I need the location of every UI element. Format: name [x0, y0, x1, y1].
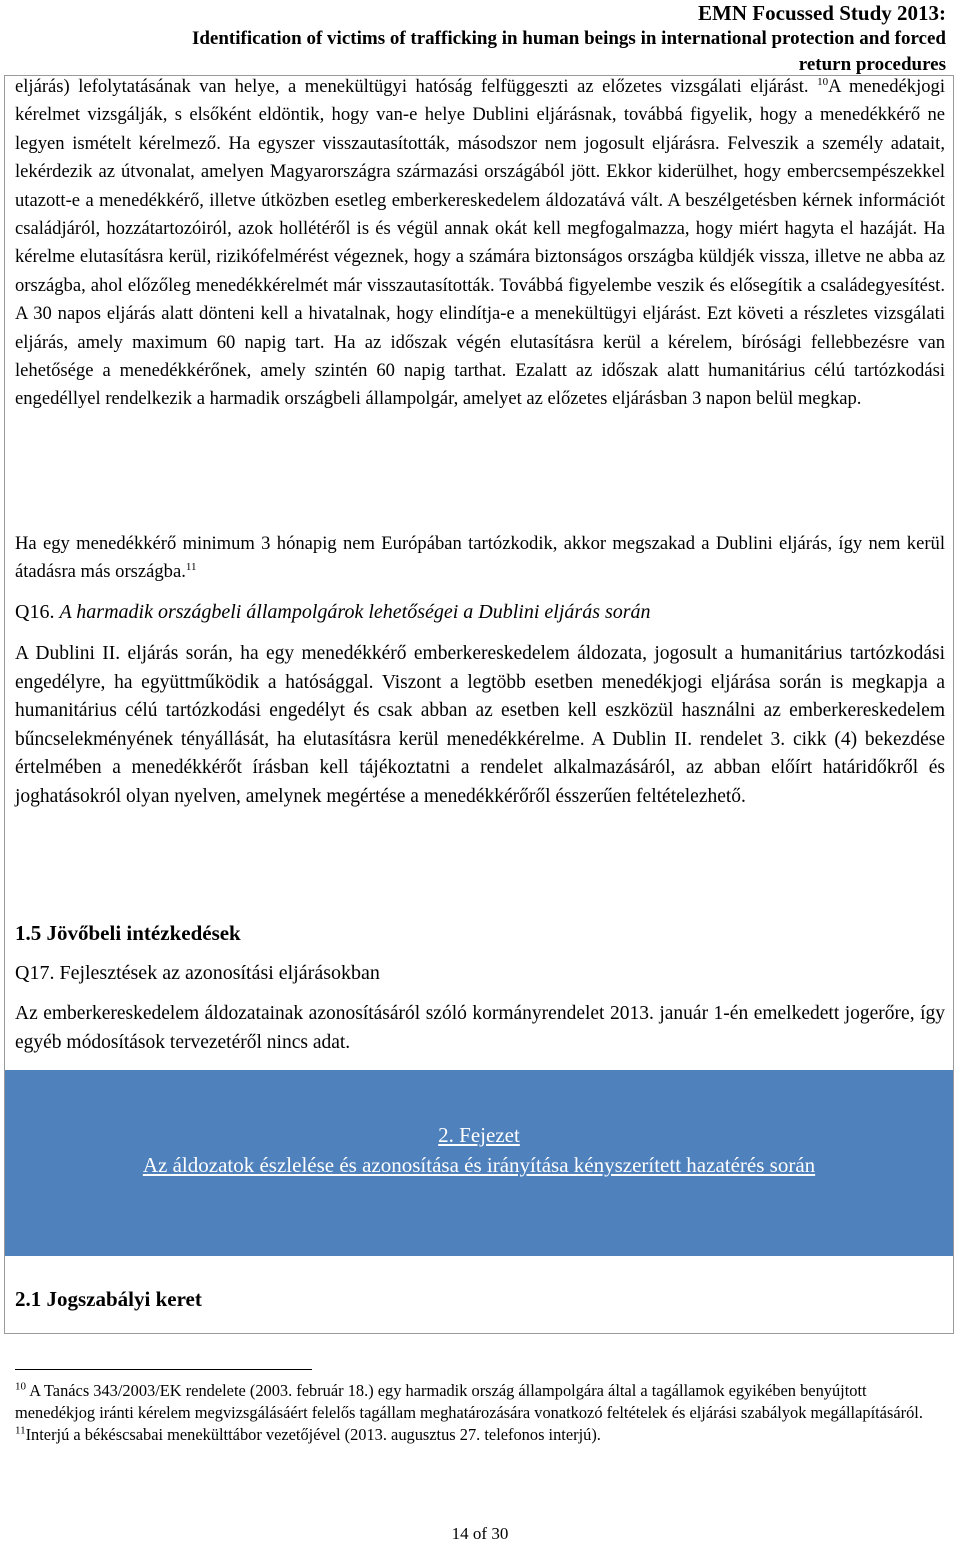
- section-heading-2-1: 2.1 Jogszabályi keret: [15, 1287, 202, 1311]
- chapter-banner: [5, 1070, 953, 1256]
- footnote-number: 11: [15, 1424, 26, 1437]
- question-label: Q16.: [15, 601, 60, 623]
- paragraph-government-decree: Az emberkereskedelem áldozatainak azonosításáról szóló kormányrendelet 2013. január 1-én emelkedett jogerőre, így egyéb módosítások tervezetéről nincs adat.: [15, 1003, 945, 1053]
- page-number: 14 of 30: [451, 1524, 509, 1543]
- footnote-ref-10[interactable]: 10: [817, 75, 829, 88]
- footnotes: [15, 1380, 945, 1446]
- question-heading-q16: [15, 597, 651, 627]
- question-title: A harmadik országbeli állampolgárok lehetőségei a Dublini eljárás során: [59, 601, 651, 623]
- paragraph-asylum-procedure: [15, 73, 945, 414]
- footnote-10: [15, 1380, 945, 1424]
- paragraph-text: eljárás) lefolytatásának van helye, a menekültügyi hatóság felfüggeszti az előzetes vizsgálati eljárást.: [15, 76, 818, 97]
- chapter-number: 2. Fejezet: [438, 1123, 520, 1147]
- section-heading-1-5: 1.5 Jövőbeli intézkedések: [15, 921, 241, 945]
- footnote-divider: [15, 1369, 312, 1370]
- paragraph-dublin-interruption: [15, 530, 945, 587]
- question-heading-q17: Q17. Fejlesztések az azonosítási eljárásokban: [15, 962, 380, 984]
- header-study-subtitle-line1: Identification of victims of trafficking in human beings in international protection and forced: [191, 28, 946, 49]
- page-header: [6, 0, 946, 78]
- paragraph-text: Ha egy menedékkérő minimum 3 hónapig nem Európában tartózkodik, akkor megszakad a Dublini eljárás, így nem kerül átadásra más országba.: [15, 533, 945, 583]
- footnote-number: 10: [15, 1380, 26, 1393]
- paragraph-text: A menedékjogi kérelmet vizsgálják, s elsőként eldöntik, hogy van-e helye Dublini eljárásnak, továbbá figyelik, hogy a menedékkérő ne legyen ismételt kérelmező. Ha egyszer visszautasították, másodszor nem jogosult eljárásra. Felveszik a személy adatait, lekérdezik az útvonalat, amelyen Magyarországra származási országából jött. Ekkor kiderülhet, hogy embercsempészekkel utazott-e a menedékkérő, illetve útközben esetleg emberkereskedelem áldozatává vált. A beszélgetésben kérnek információt családjáról, hozzátartozóiról, azok hollétéről is és végül annak okát kell megfogalmazza, hogy miért hagyta el hazáját. Ha kérelme elutasításra kerül, rizikófelmérést végeznek, hogy a számára biztonságos országba küldjék vissza, illetve ne abba az országba, ahol előzőleg menedékkérelmét már visszautasították. Továbbá figyelembe veszik és elősegítik a családegyesítést. A 30 napos eljárás alatt dönteni kell a hivatalnak, hogy elindítja-e a menekültügyi eljárást. Ezt követi a részletes vizsgálati eljárás, amely maximum 60 napig tart. Ha az időszak végén elutasításra kerül a kérelem, bírósági fellebbezésre van lehetősége a menedékkérőnek, amely szintén 60 napig tarthat. Ezalatt az időszak alatt humanitárius célú tartózkodási engedéllyel rendelkezik a harmadik országbeli állampolgár, amelyet az előzetes eljárásban 3 napon belül megkap.: [15, 76, 946, 410]
- footnote-text: A Tanács 343/2003/EK rendelete (2003. február 18.) egy harmadik ország állampolgára által a tagállamok egyikében benyújtott menedékjog iránti kérelem megvizsgálásáért felelős tagállam meghatározására vonatkozó feltételek és eljárási szabályok megállapításáról.: [15, 1381, 923, 1422]
- footnote-ref-11[interactable]: 11: [185, 561, 197, 574]
- header-study-subtitle-line2: return procedures: [798, 54, 946, 75]
- header-study-title: EMN Focussed Study 2013:: [698, 1, 946, 25]
- paragraph-dublin-options: A Dublini II. eljárás során, ha egy menedékkérő emberkereskedelem áldozata, jogosult a humanitárius tartózkodási engedélyre, ha együttműködik a hatósággal. Viszont a legtöbb esetben menedékjogi eljárása során is megkapja a humanitárius célú tartózkodási engedélyt és csak abban az esetben kell eszközül használni az emberkereskedelem bűncselekményének tényállását, ha elutasításra kerül menedékkérelme. A Dublin II. rendelet 3. cikk (4) bekezdése értelmében a menedékkérőt írásban kell tájékoztatni a rendelet alkalmazásáról, az abban előírt határidőkről és joghatásokról olyan nyelven, amelynek megértése a menedékkérőről ésszerűen feltételezhető.: [15, 643, 945, 807]
- footnote-text: Interjú a békéscsabai menekülttábor vezetőjével (2013. augusztus 27. telefonos interjú).: [25, 1425, 601, 1444]
- footnote-11: [15, 1424, 945, 1446]
- chapter-title: Az áldozatok észlelése és azonosítása és irányítása kényszerített hazatérés során: [142, 1153, 816, 1177]
